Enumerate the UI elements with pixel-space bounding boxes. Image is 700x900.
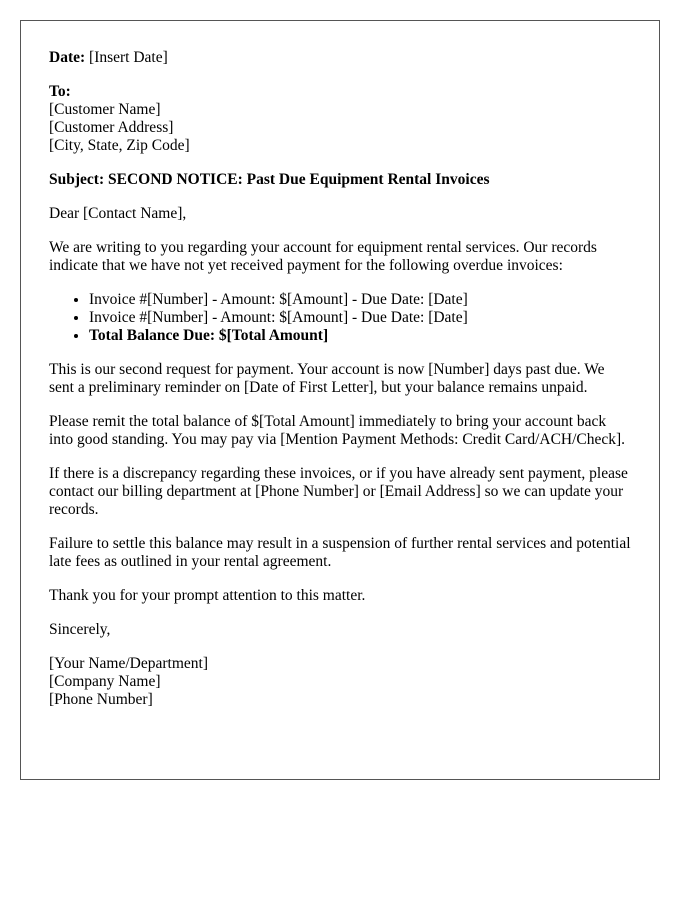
letter-page xyxy=(20,20,660,780)
recipient-block xyxy=(49,83,631,155)
remit-paragraph: Please remit the total balance of $[Total Amount] immediately to bring your account back into good standing. You may pay via [Mention Payment Methods: Credit Card/ACH/Check]. xyxy=(49,413,626,448)
signature-block xyxy=(49,655,631,709)
to-label: To: xyxy=(49,83,71,100)
signature-name: [Your Name/Department] xyxy=(49,655,208,672)
invoice-item: • Invoice #[Number] - Amount: $[Amount] - Due Date: [Date] xyxy=(89,309,631,327)
closing: Sincerely, xyxy=(49,621,111,638)
subject-text: Subject: SECOND NOTICE: Past Due Equipment Rental Invoices xyxy=(49,171,490,188)
total-due-text: Total Balance Due: $[Total Amount] xyxy=(89,327,329,344)
second-request-paragraph: This is our second request for payment. Your account is now [Number] days past due. We sent a preliminary reminder on [Date of First Letter], but your balance remains unpaid. xyxy=(49,361,605,396)
invoice-list xyxy=(49,291,631,345)
invoice-item: • Invoice #[Number] - Amount: $[Amount] - Due Date: [Date] xyxy=(89,291,631,309)
intro-paragraph: We are writing to you regarding your account for equipment rental services. Our records indicate that we have not yet received payment for the following overdue invoices: xyxy=(49,239,597,274)
signature-phone: [Phone Number] xyxy=(49,691,153,708)
discrepancy-paragraph: If there is a discrepancy regarding these invoices, or if you have already sent payment, please contact our billing department at [Phone Number] or [Email Address] so we can update your records. xyxy=(49,465,628,518)
failure-paragraph: Failure to settle this balance may result in a suspension of further rental services and potential late fees as outlined in your rental agreement. xyxy=(49,535,631,570)
recipient-city-state-zip: [City, State, Zip Code] xyxy=(49,137,190,154)
date-value: [Insert Date] xyxy=(85,49,168,66)
date-label: Date: xyxy=(49,49,86,66)
greeting: Dear [Contact Name], xyxy=(49,205,187,222)
recipient-name: [Customer Name] xyxy=(49,101,161,118)
subject-line xyxy=(49,171,631,189)
date-line xyxy=(49,49,631,67)
signature-company: [Company Name] xyxy=(49,673,161,690)
recipient-address: [Customer Address] xyxy=(49,119,174,136)
total-due-item xyxy=(89,327,631,345)
thanks-paragraph: Thank you for your prompt attention to this matter. xyxy=(49,587,366,604)
